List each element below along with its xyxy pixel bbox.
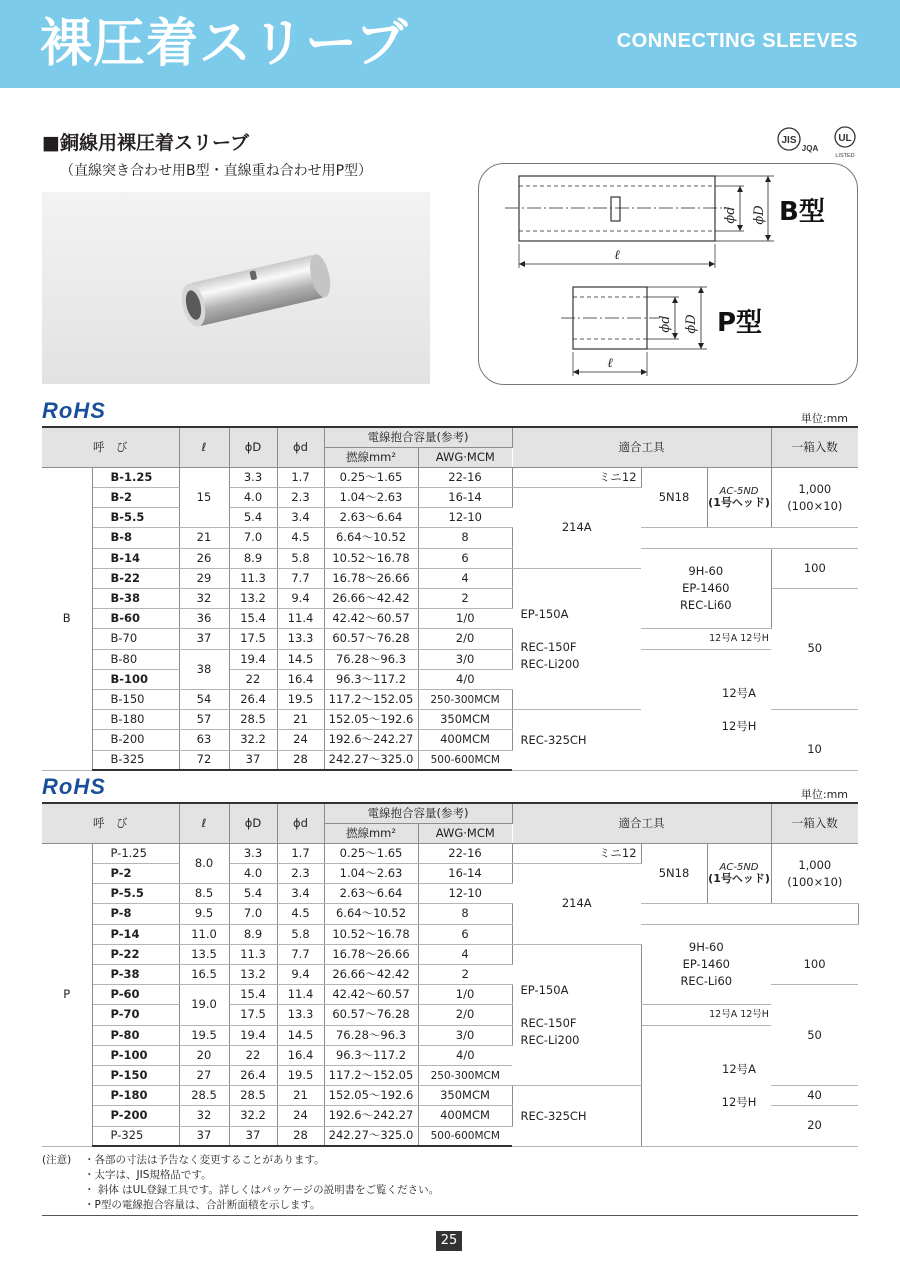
table-row: B-60 36 15.4 11.4 42.42～60.57 1/0: [42, 609, 858, 629]
svg-text:ϕd: ϕd: [658, 315, 673, 333]
sleeve-photo-icon: [42, 192, 430, 384]
table-row: P P-1.25 8.0 3.3 1.7 0.25～1.65 22-16 ミニ12 5N18 AC-5ND (1号ヘッド) 1,000 (100×10): [42, 843, 858, 863]
rohs-mark: RoHS: [42, 774, 106, 799]
svg-text:JIS: JIS: [781, 135, 797, 146]
product-photo: [42, 192, 430, 384]
table-row: P-14 11.0 8.9 5.8 10.52～16.78 6 9H-60 EP-1460 REC-Li60: [42, 924, 858, 944]
svg-text:ϕD: ϕD: [752, 205, 767, 225]
table-row: P-180 28.5 28.5 21 152.05～192.6 350MCM REC-325CH 40: [42, 1086, 858, 1106]
table-row: B-22 29 11.3 7.7 16.78～26.66 4 EP-150A REC-150F REC-Li200: [42, 568, 858, 588]
table-row: P-80 19.5 19.4 14.5 76.28～96.3 3/0 12号A 12号H: [42, 1025, 858, 1045]
table-row: B-38 32 13.2 9.4 26.66～42.42 2 50: [42, 589, 858, 609]
table-row: P-70 17.5 13.3 60.57～76.28 2/0 12号A 12号H: [42, 1005, 858, 1025]
b-type-label: B型: [779, 197, 825, 227]
notes: (注意) ・各部の寸法は予告なく変更することがあります。 ・太字は、JIS規格品です。 ・ 斜体 はUL登録工具です。詳しくはパッケージの説明書をご覧ください。 ・P型の電線抱合容量は、合計断面積を示します。: [42, 1154, 440, 1211]
table-row: P-2 4.0 2.3 1.04～2.63 16-14 214A: [42, 864, 858, 884]
table-row: P-22 13.5 11.3 7.7 16.78～26.66 4 EP-150A REC-150F REC-Li200 100: [42, 944, 858, 964]
table-row: P-150 27 26.4 19.5 117.2～152.05 250-300MCM: [42, 1065, 858, 1085]
unit-label: 単位:mm: [800, 788, 848, 801]
table-header-row: 撚線mm² AWG·MCM: [42, 823, 858, 843]
svg-text:ℓ: ℓ: [614, 248, 620, 263]
rohs-mark: RoHS: [42, 398, 106, 423]
section-subtitle: （直線突き合わせ用B型・直線重ね合わせ用P型）: [60, 163, 373, 179]
table-row: B-150 54 26.4 19.5 117.2～152.05 250-300MCM: [42, 689, 858, 709]
svg-text:ℓ: ℓ: [607, 356, 613, 371]
section-title: ■銅線用裸圧着スリーブ: [42, 132, 250, 154]
table-row: B-8 21 7.0 4.5 6.64～10.52 8: [42, 528, 858, 548]
footer-rule: [42, 1215, 858, 1216]
dimension-diagram: [478, 163, 858, 385]
table-header-row: 呼 び ℓ ϕD ϕd 電線抱合容量(参考) 適合工具 一箱入数: [42, 427, 858, 447]
table-row: B-200 63 32.2 24 192.6～242.27 400MCM 10: [42, 730, 858, 750]
table-row: P-100 20 22 16.4 96.3～117.2 4/0: [42, 1045, 858, 1065]
page-title-en: CONNECTING SLEEVES: [616, 30, 858, 52]
table-row: B-100 22 16.4 96.3～117.2 4/0: [42, 669, 858, 689]
table-row: B-70 37 17.5 13.3 60.57～76.28 2/0 12号A 12号H: [42, 629, 858, 649]
table-row: P-325 37 37 28 242.27～325.0 500-600MCM: [42, 1126, 858, 1146]
b-type-spec-table: [42, 426, 858, 771]
page-title: 裸圧着スリーブ: [40, 14, 409, 74]
table-row: B-180 57 28.5 21 152.05～192.6 350MCM REC-325CH: [42, 710, 858, 730]
svg-text:UL: UL: [838, 133, 852, 144]
certification-marks: [777, 124, 859, 160]
jis-mark-icon: [778, 128, 818, 153]
table-row: B-5.5 5.4 3.4 2.63～6.64 12-10: [42, 508, 858, 528]
page-number: 25: [436, 1231, 462, 1251]
svg-text:JQA: JQA: [801, 144, 819, 153]
table-header-row: 撚線mm² AWG·MCM: [42, 447, 858, 467]
svg-text:ϕd: ϕd: [723, 206, 738, 224]
table-row: B-325 72 37 28 242.27～325.0 500-600MCM: [42, 750, 858, 770]
header-banner: [0, 0, 900, 88]
unit-label: 単位:mm: [800, 412, 848, 425]
table-header-row: 呼 び ℓ ϕD ϕd 電線抱合容量(参考) 適合工具 一箱入数: [42, 803, 858, 823]
table-row: B-2 4.0 2.3 1.04～2.63 16-14 214A: [42, 488, 858, 508]
table-row: P-8 9.5 7.0 4.5 6.64～10.52 8: [42, 904, 858, 924]
table-row: B-80 38 19.4 14.5 76.28～96.3 3/0 12号A 12号H: [42, 649, 858, 669]
table-row: P-200 32 32.2 24 192.6～242.27 400MCM 20: [42, 1106, 858, 1126]
table-row: B-14 26 8.9 5.8 10.52～16.78 6 9H-60 EP-1460 REC-Li60 100: [42, 548, 858, 568]
table-row: P-60 19.0 15.4 11.4 42.42～60.57 1/0 50: [42, 985, 858, 1005]
ul-listed-icon: [835, 127, 855, 159]
table-row: B B-1.25 15 3.3 1.7 0.25～1.65 22-16 ミニ12 5N18 AC-5ND (1号ヘッド) 1,000 (100×10): [42, 467, 858, 487]
table-row: P-38 16.5 13.2 9.4 26.66～42.42 2: [42, 965, 858, 985]
svg-text:ϕD: ϕD: [684, 314, 699, 334]
p-type-spec-table: [42, 802, 858, 1147]
svg-text:LISTED: LISTED: [835, 153, 855, 159]
table-row: P-5.5 8.5 5.4 3.4 2.63～6.64 12-10: [42, 884, 858, 904]
p-type-label: P型: [717, 308, 763, 338]
